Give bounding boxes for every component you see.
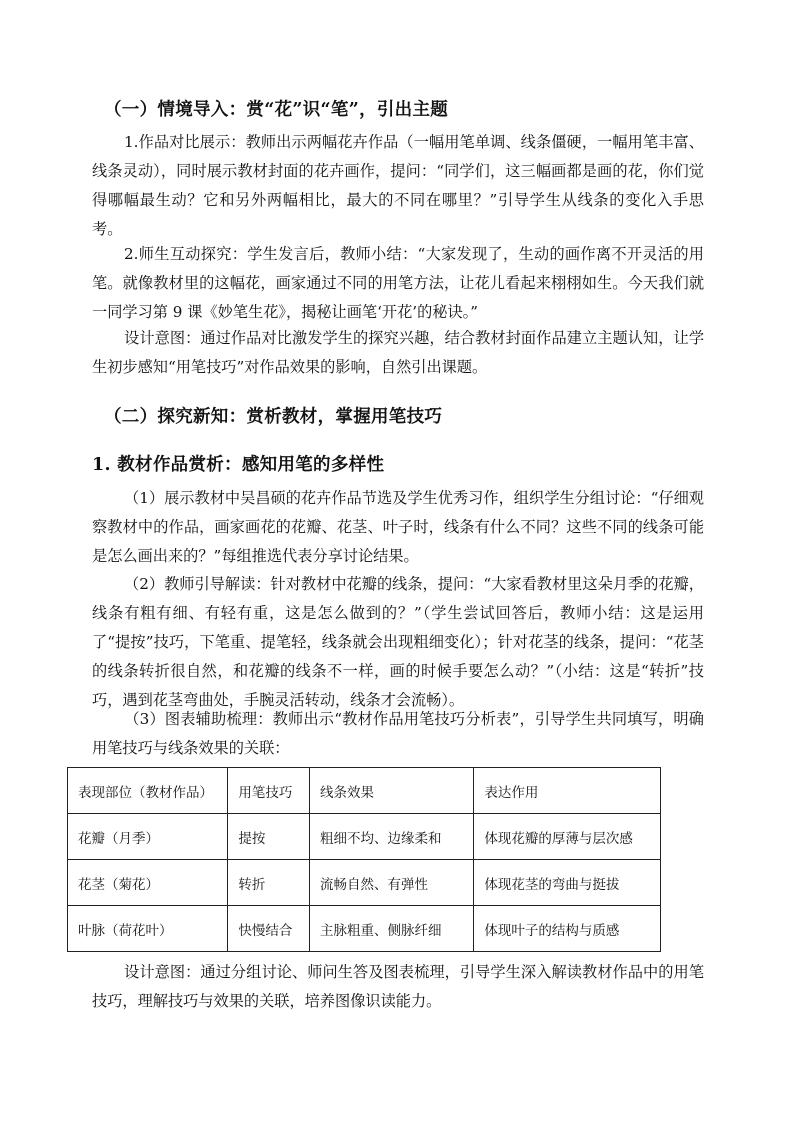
table-cell: 花瓣（月季） [68,814,228,860]
table-cell: 快慢结合 [228,906,310,952]
section1-paragraph-1: 1.作品对比展示：教师出示两幅花卉作品（一幅用笔单调、线条僵硬，一幅用笔丰富、线条灵动），同时展示教材封面的花卉画作，提问：“同学们，这三幅画都是画的花，你们觉得哪幅最生动？它和另外两幅相比，最大的不同在哪里？”引导学生从线条的变化入手思考。 [92,133,704,238]
table-header-cell: 用笔技巧 [228,768,310,814]
section2-paragraph-1: （1）展示教材中吴昌硕的花卉作品节选及学生优秀习作，组织学生分组讨论：“仔细观察教材中的作品，画家画花的花瓣、花茎、叶子时，线条有什么不同？这些不同的线条可能是怎么画出来的？”每组推选代表分享讨论结果。 [92,489,704,565]
table-cell: 体现叶子的结构与质感 [474,906,661,952]
table-cell: 转折 [228,860,310,906]
section1-design-intent: 设计意图：通过作品对比激发学生的探究兴趣，结合教材封面作品建立主题认知，让学生初步感知“用笔技巧”对作品效果的影响，自然引出课题。 [92,329,704,376]
table-header-cell: 线条效果 [310,768,474,814]
table-row [68,814,661,860]
table-cell: 流畅自然、有弹性 [310,860,474,906]
section1-paragraph-2: 2.师生互动探究：学生发言后，教师小结：“大家发现了，生动的画作离不开灵活的用笔。就像教材里的这幅花，画家通过不同的用笔方法，让花儿看起来栩栩如生。今天我们就一同学习第 9 课《妙笔生花》，揭秘让画笔‘开花’的秘诀。” [92,245,704,321]
table-row [68,860,661,906]
section2-subheading: 1. 教材作品赏析：感知用笔的多样性 [92,455,385,475]
table-cell: 粗细不均、边缘柔和 [310,814,474,860]
table-cell: 花茎（菊花） [68,860,228,906]
table-cell: 主脉粗重、侧脉纤细 [310,906,474,952]
table-header-cell: 表现部位（教材作品） [68,768,228,814]
table-row [68,906,661,952]
table-header-row [68,768,661,814]
section2-paragraph-2: （2）教师引导解读：针对教材中花瓣的线条，提问：“大家看教材里这朵月季的花瓣，线条有粗有细、有轻有重，这是怎么做到的？”（学生尝试回答后，教师小结：这是运用了“提按”技巧，下笔重、提笔轻，线条就会出现粗细变化）；针对花茎的线条，提问：“花茎的线条转折很自然，和花瓣的线条不一样，画的时候手要怎么动？”（小结：这是“转折”技巧，遇到花茎弯曲处，手腕灵活转动，线条才会流畅）。 [92,575,704,709]
section2-paragraph-3: （3）图表辅助梳理：教师出示“教材作品用笔技巧分析表”，引导学生共同填写，明确用笔技巧与线条效果的关联： [92,710,704,757]
technique-analysis-table [67,767,661,952]
table-header-cell: 表达作用 [474,768,661,814]
table-cell: 体现花茎的弯曲与挺拔 [474,860,661,906]
section2-design-intent: 设计意图：通过分组讨论、师问生答及图表梳理，引导学生深入解读教材作品中的用笔技巧，理解技巧与效果的关联，培养图像识读能力。 [92,963,704,1010]
table-cell: 提按 [228,814,310,860]
table-cell: 叶脉（荷花叶） [68,906,228,952]
section1-heading: （一）情境导入：赏“花”识“笔”，引出主题 [104,100,449,120]
table-cell: 体现花瓣的厚薄与层次感 [474,814,661,860]
section2-heading: （二）探究新知：赏析教材，掌握用笔技巧 [104,407,443,427]
